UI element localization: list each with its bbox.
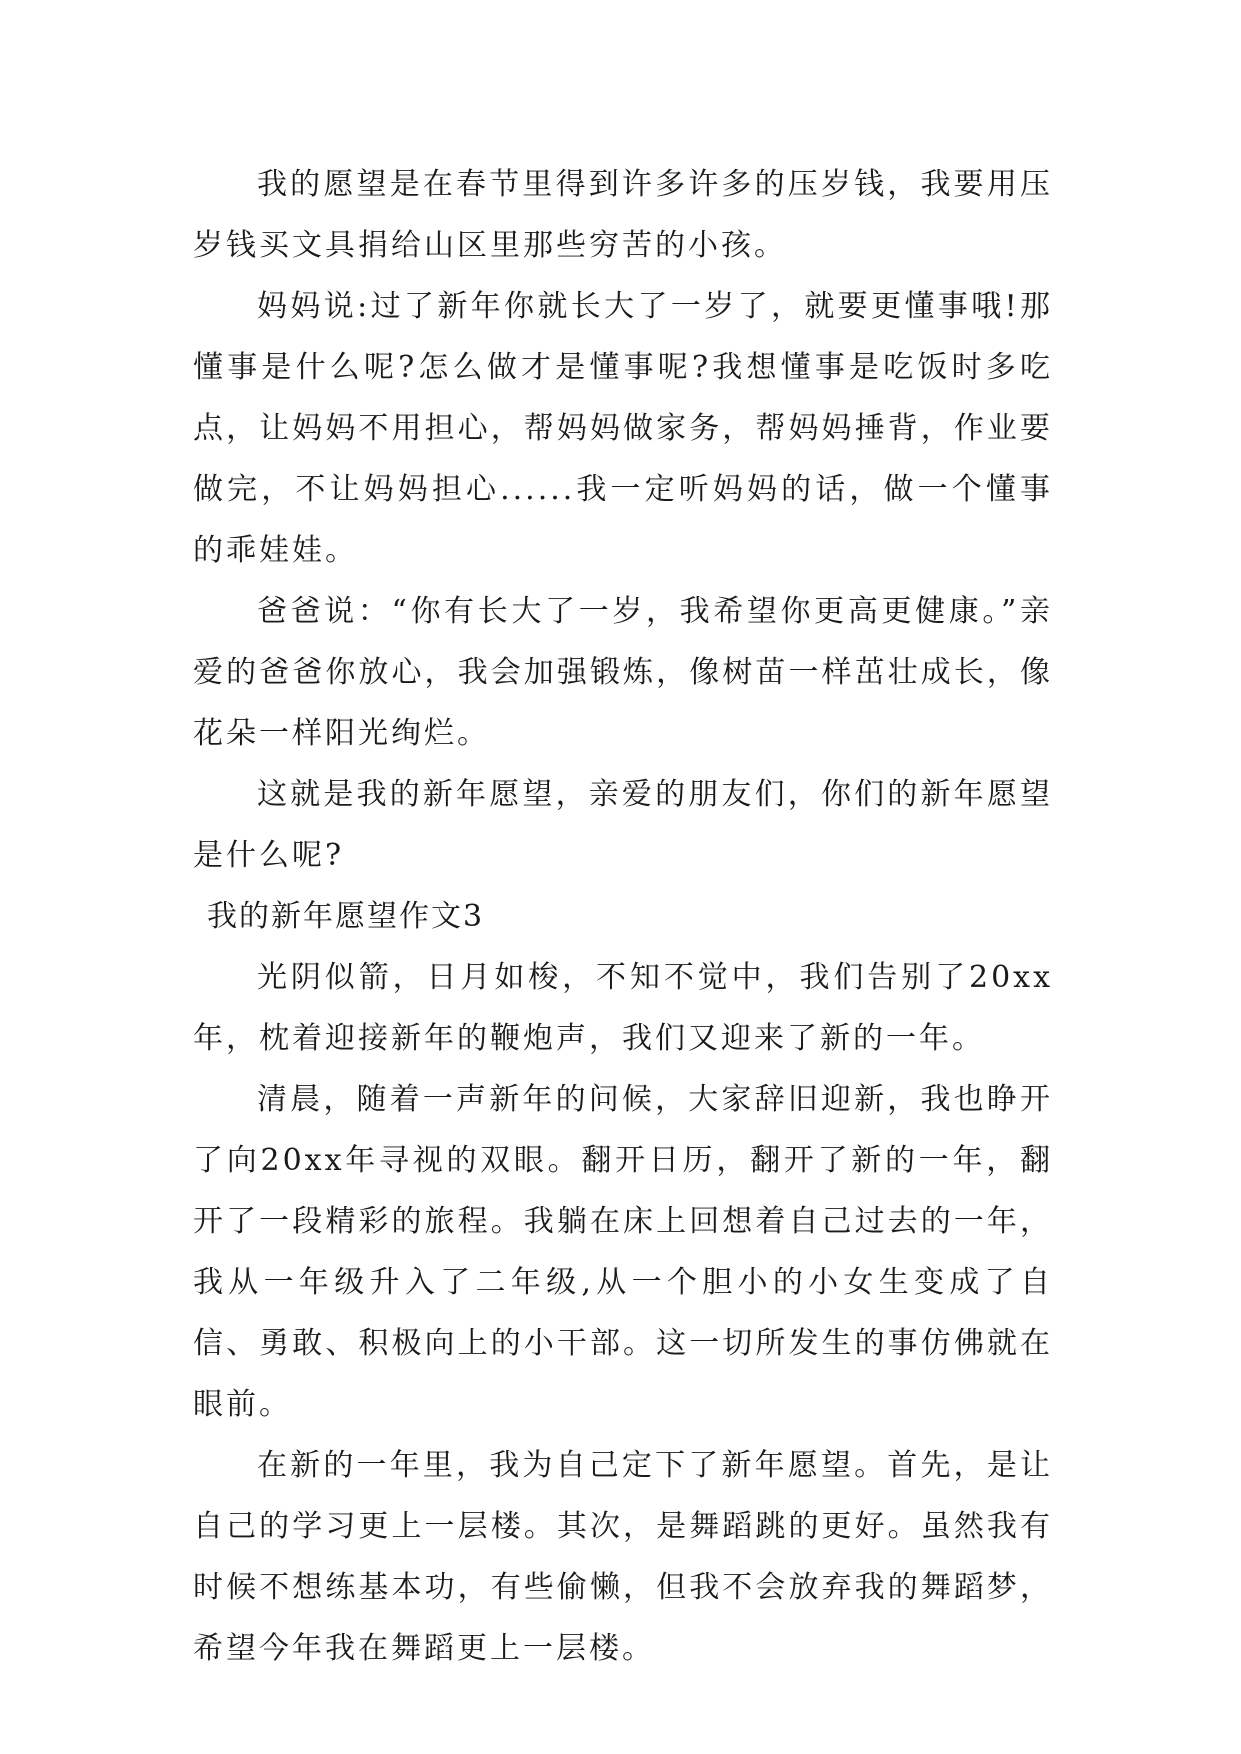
paragraph-morning: 清晨，随着一声新年的问候，大家辞旧迎新，我也睁开了向20xx年寻视的双眼。翻开日历，翻开了新的一年，翻开了一段精彩的旅程。我躺在床上回想着自己过去的一年，我从一年级升入了二年级,从一个胆小的小女生变成了自信、勇敢、积极向上的小干部。这一切所发生的事仿佛就在眼前。 [193,1082,1053,1422]
paragraph-time-flies: 光阴似箭，日月如梭，不知不觉中，我们告别了20xx年，枕着迎接新年的鞭炮声，我们又迎来了新的一年。 [193,960,1053,1056]
document-page [193,154,1053,1679]
paragraph-closing-question: 这就是我的新年愿望，亲爱的朋友们，你们的新年愿望是什么呢? [193,777,1053,873]
paragraph-mom-says: 妈妈说:过了新年你就长大了一岁了，就要更懂事哦!那懂事是什么呢?怎么做才是懂事呢?我想懂事是吃饭时多吃点，让妈妈不用担心，帮妈妈做家务，帮妈妈捶背，作业要做完，不让妈妈担心......我一定听妈妈的话，做一个懂事的乖娃娃。 [193,289,1053,568]
section-heading: 我的新年愿望作文3 [207,899,485,934]
paragraph-new-year-goals: 在新的一年里，我为自己定下了新年愿望。首先，是让自己的学习更上一层楼。其次，是舞蹈跳的更好。虽然我有时候不想练基本功，有些偷懒，但我不会放弃我的舞蹈梦，希望今年我在舞蹈更上一层楼。 [193,1448,1053,1666]
paragraph-dad-says: 爸爸说：“你有长大了一岁，我希望你更高更健康。”亲爱的爸爸你放心，我会加强锻炼，像树苗一样茁壮成长，像花朵一样阳光绚烂。 [193,594,1053,751]
paragraph-new-year-money: 我的愿望是在春节里得到许多许多的压岁钱，我要用压岁钱买文具捐给山区里那些穷苦的小孩。 [193,167,1053,263]
